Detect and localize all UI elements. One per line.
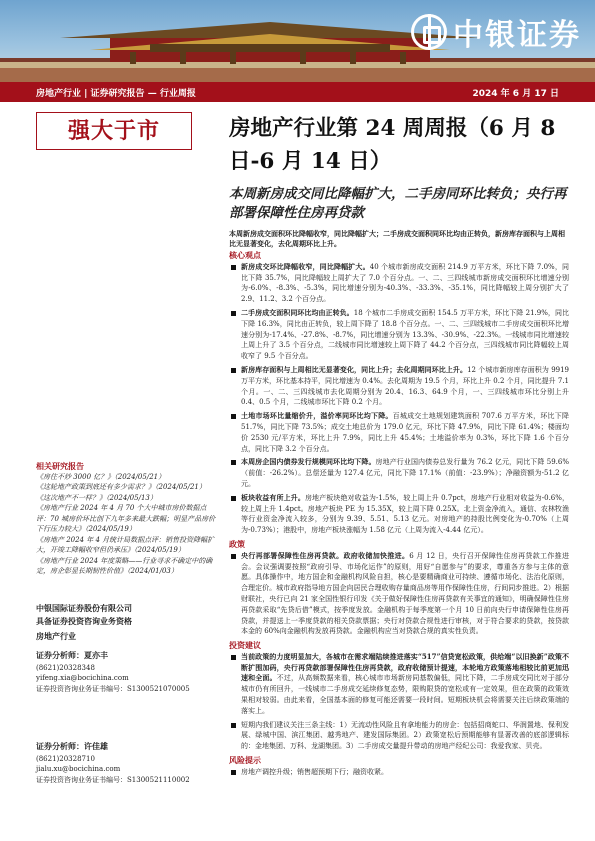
related-reports [36,461,216,577]
bank-logo-icon [411,14,447,50]
related-report-item: 《房地产行业 2024 年度策略——行业寻求不确定中的确定，房企彰显长期韧性价值》（2024/01/03） [36,556,213,575]
analyst-block [36,650,216,694]
bullet-text: 房地产板块绝对收益为-1.5%，较上周上升 0.7pct，房地产行业相对收益为-0.6%，较上周上升 1.4pct。房地产板块 PE 为 15.35X，较上周下降 0.25X。北上资金净流入，通信、农林牧渔等行业资金净流入较多，分别为 9.39、5.51、5.13 亿元。对房地产的持股比例变化为-0.70%（上周为-0.73%）；港股中，房地产板块涨幅为 1.58 亿元（上周为流入-4.44 亿元）。 [241,493,570,535]
bullet-text: 40 个城市新房成交面积 214.9 万平方米，环比下降 7.0%，同比下降 35.7%，同比降幅较上周扩大了 7.0 个百分点。一、二、三四线城市新房成交面积环比增速分别为-6.0%、-8.3%、-5.3%，同比增速分别为-40.3%、-33.3%、-35.1%，同比降幅较上周分别扩大了 2.9、11.2、3.2 个百分点。 [241,262,569,304]
bullet-text: 房地产调控升级；销售超预期下行；融资收紧。 [241,767,388,776]
header-banner [0,0,595,82]
bullet-lead: 新房成交环比降幅收窄，同比降幅扩大。 [241,261,370,271]
analyst-phone: (8621)20328710 [36,754,95,763]
bullet-lead: 央行再部署保障性住房再贷款。政府收储加快推进。 [241,550,410,560]
advice-heading: 投资建议 [229,640,261,651]
core-point [229,308,569,362]
report-date: 2024 年 6 月 17 日 [472,89,559,99]
core-heading: 核心观点 [229,250,261,260]
core-point [229,457,569,489]
related-heading: 相关研究报告 [36,461,84,471]
bullet-text: 房地产行业国内债券总发行量为 76.2 亿元，同比下降 59.6%（前值：-26.2%）。总偿还量为 127.4 亿元，同比下降 17.1%（前值：-23.9%）；净融资额为-51.2 亿元。 [241,458,569,488]
brand-logo [411,10,581,54]
organization [36,602,216,628]
related-report-item: 《房地产行业 2024 年 4 月 70 个大中城市房价数据点评：70 城房价环比创下九年多来最大跌幅；明显产品房价下行压力较大》（2024/05/19） [36,504,216,533]
analyst-block [36,741,216,785]
bullet-lead: 本周房企国内债券发行规模同环比均下降。 [241,457,376,467]
advice-point [229,652,569,717]
org-qualification: 具备证券投资咨询业务资格 [36,616,132,626]
bullet-lead: 新房库存面积与上周相比无显著变化，同比上升；去化周期同环比上升。 [241,364,468,374]
policy-list [229,551,569,637]
bullet-text: 百城成交土地规划建筑面积 707.6 万平方米，环比下降 51.7%，同比下降 73.5%；成交土地总价为 179.0 亿元，环比下降 47.9%，同比下降 61.4%；楼面均价 2530 元/平方米，环比上升 7.9%，同比上升 45.4%；土地溢价率为 0.3%，环比下降 1.6 个百分点，同比下降 3.2 个百分点。 [241,412,569,453]
analyst-license: 证券投资咨询业务证书编号：S1300521110002 [36,775,190,784]
policy-point [229,551,569,637]
header-bar [0,82,595,102]
core-list [229,262,569,536]
analyst-email[interactable]: jialu.xu@bocichina.com [36,765,121,773]
related-report-item: 《房住不炒 3000 亿？》（2024/05/21） [36,472,166,481]
core-point [229,411,569,454]
policy-heading: 政策 [229,538,245,549]
analyst-name: 证券分析师：夏亦丰 [36,650,108,660]
bullet-text: 12 个城市新房库存面积为 9919 万平方米，环比基本持平，同比增速为 0.4%。去化周期为 19.5 个月，环比上升 0.2 个月，同比提升 7.1 个月。一、二、三四线城市去化周期分别为 20.4、16.3、64.9 个月，一、三四线城市环比分别上升 0.4、0.5 个月，二线城市环比下降 0.2 个月。 [241,365,570,407]
main-body [229,250,569,781]
related-report-item: 《这轮地产政策到底还有多少需求？》（2024/05/21） [36,483,206,491]
analyst-license: 证券投资咨询业务证书编号：S1300521070005 [36,684,190,693]
bullet-text: 18 个城市二手房成交面积 154.5 万平方米，环比下降 21.9%，同比下降 16.3%，同比由正转负，较上周下降了 18.8 个百分点。一、二、三四线城市二手房成交面积环比增速分别为-17.4%、-27.8%、-8.7%，同比增速分别为 13.3%、-30.9%、-22.3%。一线城市同比增速较上周上升了 3.5 个百分点，二线城市同比增速较上周下降了 44.2 个百分点，三四线城市同比降幅较上周收窄了 9.5 个百分点。 [241,308,569,361]
core-point [229,365,569,408]
analyst-email[interactable]: yifeng.xia@bocichina.com [36,674,129,682]
advice-list [229,652,569,752]
risk-heading: 风险提示 [229,755,261,766]
bullet-lead: 土地市场环比量缩价升，溢价率同环比均下降。 [241,411,393,421]
report-category: 房地产行业 | 证券研究报告 — 行业周报 [36,89,196,99]
analyst-phone: (8621)20328348 [36,663,95,672]
core-point [229,493,569,536]
risk-list [229,767,569,778]
bullet-lead: 二手房成交面积同环比均由正转负。 [241,307,354,317]
bullet-extra: 短期内我们建议关注三条主线：1）无流动性风险且有拿地能力的房企：包括招商蛇口、华润置地、保利发展、绿城中国、滨江集团、越秀地产、建发国际集团。2）政策宽松后预期能够有显著改善的底部逻辑标的：金地集团、万科、龙湖集团。3）二手房成交量提升带动的房地产经纪公司：我爱我家、贝壳。 [229,720,569,752]
report-subtitle: 本周新房成交同比降幅扩大，二手房同环比转负；央行再部署保障性住房再贷款 [229,186,567,221]
lead-summary: 本周新房成交面积环比降幅收窄，同比降幅扩大；二手房成交面积同环比均由正转负，新房库存面积与上周相比无显著变化，去化周期环比上升。 [229,229,565,248]
related-list [36,472,216,577]
bullet-text: 不过，从高频数据来看，核心城市市场新房同基数偏低，同比下降，二手房成交同比对于部分城市仍有所回升，一线城市二手房成交延续修复态势，限购限贷的宽松或有一定效果，但在政策的政策效果相对较弱。由此来看，全国基本面的修复可能还需要一段时间。短期板块机会将需要关注后续政策端的落实上。 [241,674,570,715]
report-title: 房地产行业第 24 周周报（6 月 8 日-6 月 14 日） [229,116,556,174]
industry-label: 房地产行业 [36,631,76,641]
related-report-item: 《房地产 2024 年 4 月统计局数据点评：销售投资降幅扩大，开竣工降幅收窄但仍承压》（2024/05/19） [36,535,215,554]
org-name: 中银国际证券股份有限公司 [36,603,132,613]
core-point [229,262,569,305]
bullet-lead: 板块收益有所上升。 [241,492,305,502]
risk-point [229,767,569,778]
brand-name: 中银证券 [453,18,581,53]
related-report-item: 《这次地产不一样？》（2024/05/13） [36,493,157,502]
bullet-lead: 当前政策的力度明显加大，各城市在需求端陆续推进落实“517”信贷宽松政策，供给端“以旧换新”政策不断扩围加码，央行再贷款部署保障性住房再贷款，政府收储预计提速，本轮地方政策落地相较比前更加迅速和全面。 [241,651,569,683]
bullet-text: 6 月 12 日，央行召开保障性住房再贷款工作推进会。会议强调要按照“政府引导、市场化运作”的原则，用好“自愿参与”的要求，尊重各方参与主体的意愿。具体操作中，地方国企和金融机构风险自担，核心是要精确商业可持续、遵循市场化、法治化原则，合理定价。城市政府指导地方国企向居民合理收购存量商品房等用作保障性住房，行间同步推进。2）根据财联社，央行已向 21 家全国性银行印发《关于做好保障性住房再贷款有关事宜的通知》，明确保障性住房再贷款采取“先贷后借”模式，按季度发放。金融机构于每季度第一个月 10 日前向央行申请保障性住房再贷款，并提送上一季度贷款的相关贷款票据；央行对贷款合规性进行审核，对于符合要求的贷款，按贷款本金的 60%向金融机构发放再贷款。金融机构应当对贷款合规的真实性负责。 [241,551,569,636]
analyst-name: 证券分析师：许佳雄 [36,741,108,751]
rating-box: 强大于市 [36,112,192,150]
